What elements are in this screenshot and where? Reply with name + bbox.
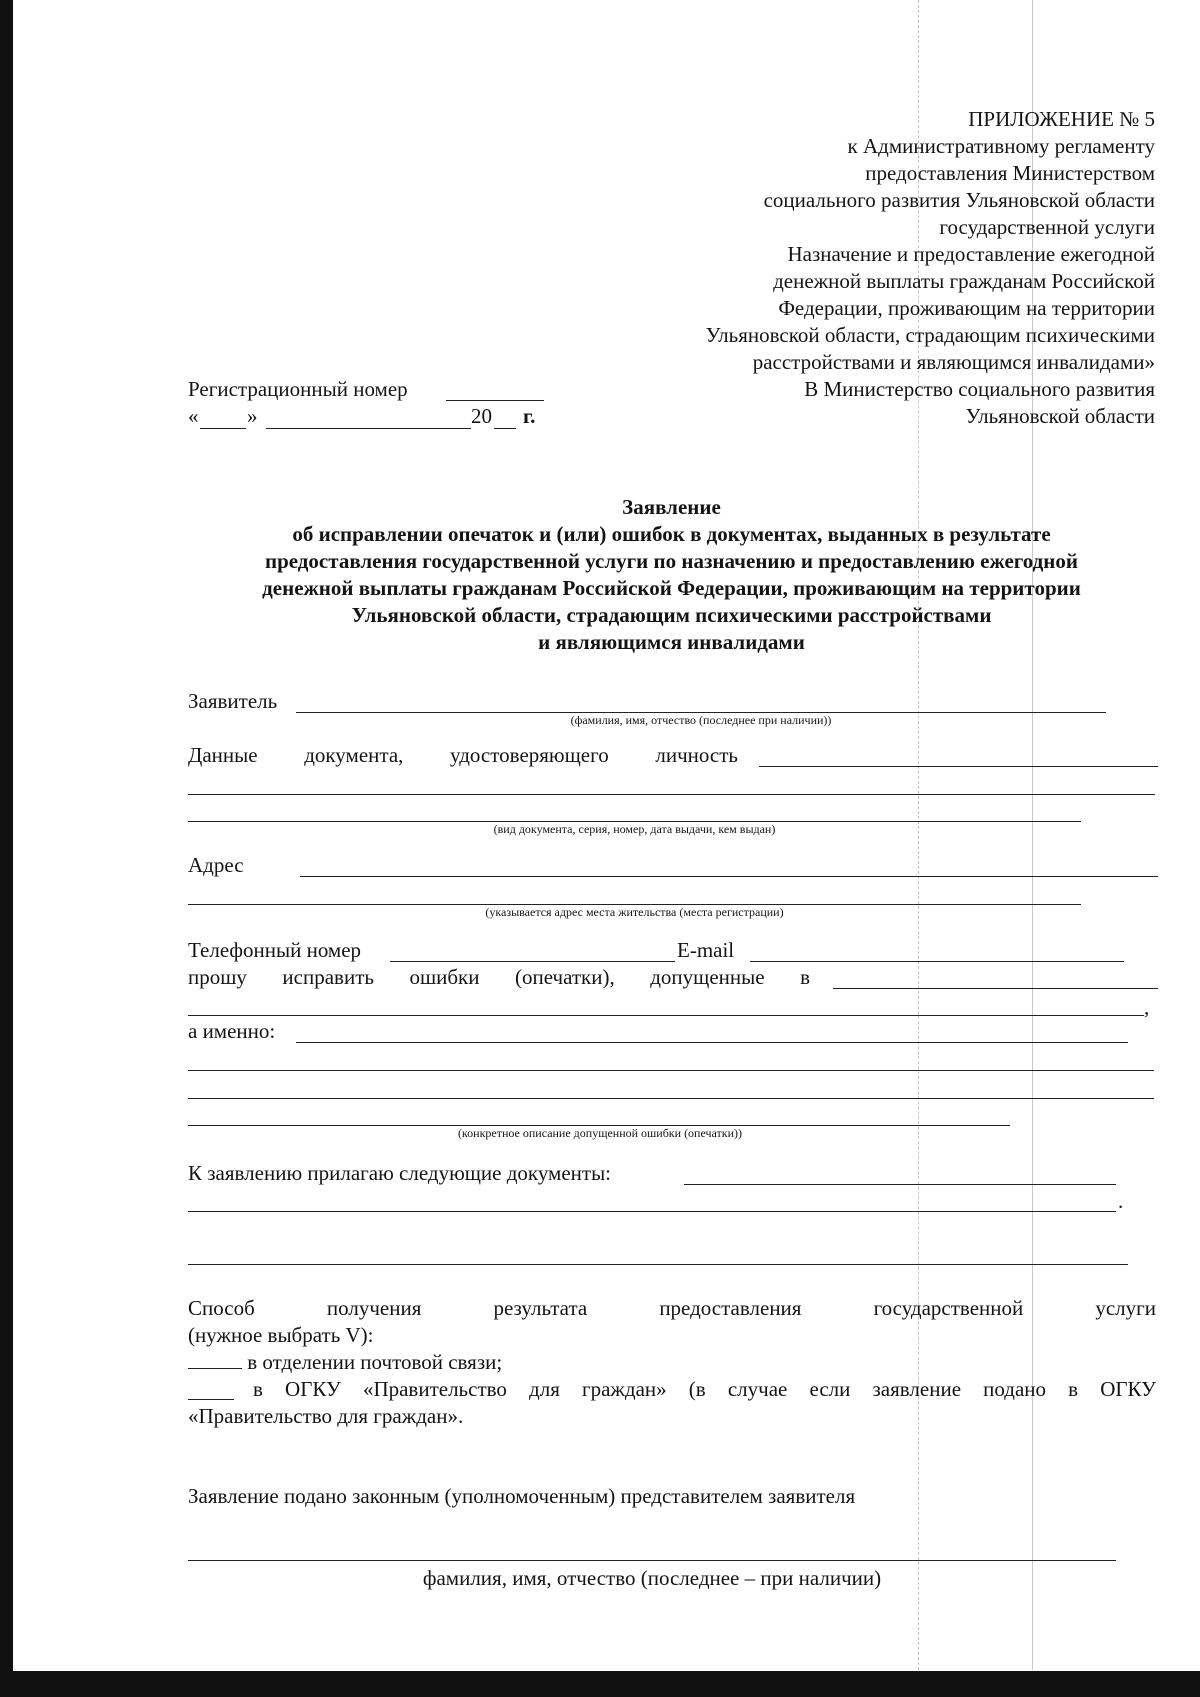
label-word: «Правительство [362, 1377, 507, 1401]
option-post-label: в отделении почтовой связи; [247, 1350, 503, 1374]
email-label: E-mail [677, 938, 735, 962]
label-word: удостоверяющего [450, 743, 609, 767]
request-document-field[interactable] [833, 988, 1158, 989]
delivery-option-center-cont: «Правительство для граждан». [188, 1404, 464, 1428]
phone-label: Телефонный номер [188, 938, 362, 962]
label-word: Способ [188, 1296, 255, 1320]
representative-caption: фамилия, имя, отчество (последнее – при наличии) [422, 1566, 882, 1590]
label-word: документа, [304, 743, 404, 767]
attachments-field-line-3[interactable] [188, 1264, 1128, 1265]
header-line: расстройствами и являющимся инвалидами» [752, 350, 1155, 374]
delivery-method-label [188, 1295, 1156, 1321]
date-close-quote: » [247, 404, 258, 428]
address-caption: (указывается адрес места жительства (места регистрации) [485, 905, 784, 919]
registration-label: Регистрационный номер [188, 377, 408, 401]
label-word: граждан» [581, 1377, 667, 1401]
email-field[interactable] [750, 961, 1124, 962]
error-description-field-line-2[interactable] [188, 1070, 1154, 1071]
delivery-option-center [253, 1376, 1156, 1402]
label-word: услуги [1095, 1296, 1156, 1320]
delivery-option-post [188, 1349, 502, 1375]
label-word: ОГКУ [285, 1377, 341, 1401]
applicant-caption: (фамилия, имя, отчество (последнее при наличии)) [570, 713, 832, 727]
label-word: для [529, 1377, 560, 1401]
label-word: результата [493, 1296, 588, 1320]
header-line: социального развития Ульяновской области [763, 188, 1155, 212]
attachments-field[interactable] [684, 1184, 1116, 1185]
attachments-field-line-2[interactable] [188, 1211, 1116, 1212]
error-caption: (конкретное описание допущенной ошибки (опечатки)) [457, 1126, 743, 1140]
id-document-field-line-2[interactable] [188, 794, 1155, 795]
scan-border-left [0, 0, 13, 1697]
namely-label: а именно: [188, 1019, 276, 1043]
label-word: получения [326, 1296, 422, 1320]
document-title: Заявление [622, 495, 721, 519]
comma: , [1144, 995, 1150, 1019]
label-word: в [800, 965, 810, 989]
id-document-field[interactable] [759, 766, 1158, 767]
phone-field[interactable] [390, 961, 675, 962]
label-word: заявление [872, 1377, 962, 1401]
label-word: в [1068, 1377, 1079, 1401]
request-document-field-line-2[interactable] [188, 1015, 1144, 1016]
date-open-quote: « [188, 404, 199, 428]
label-word: Данные [188, 743, 258, 767]
title-line: денежной выплаты гражданам Российской Федерации, проживающим на территории [262, 576, 1081, 600]
header-line: к Административному регламенту [847, 134, 1155, 158]
label-word: случае [727, 1377, 788, 1401]
error-description-field[interactable] [296, 1042, 1128, 1043]
header-line: Ульяновской области, страдающим психическими [705, 323, 1155, 347]
applicant-label: Заявитель [188, 689, 278, 713]
registration-number-field[interactable] [446, 400, 544, 401]
representative-label: Заявление подано законным (уполномоченным) представителем заявителя [188, 1484, 856, 1508]
label-word: ОГКУ [1100, 1377, 1156, 1401]
date-year-field[interactable] [494, 428, 516, 429]
id-document-caption: (вид документа, серия, номер, дата выдачи, кем выдан) [493, 822, 776, 836]
header-line: государственной услуги [939, 215, 1155, 239]
error-description-field-line-3[interactable] [188, 1098, 1154, 1099]
period: . [1118, 1189, 1124, 1213]
label-word: (опечатки), [515, 965, 615, 989]
label-word: в [253, 1377, 263, 1401]
label-word: предоставления [659, 1296, 802, 1320]
label-word: допущенные [650, 965, 765, 989]
header-line: денежной выплаты гражданам Российской [773, 269, 1155, 293]
date-day-field[interactable] [200, 428, 246, 429]
address-field[interactable] [300, 876, 1158, 877]
label-word: исправить [282, 965, 374, 989]
addressee-line: Ульяновской области [965, 404, 1155, 428]
label-word: личность [655, 743, 738, 767]
label-word: прошу [188, 965, 247, 989]
appendix-number: ПРИЛОЖЕНИЕ № 5 [968, 107, 1155, 131]
label-word: если [809, 1377, 851, 1401]
label-word: (в [688, 1377, 706, 1401]
date-year-suffix: г. [523, 404, 536, 428]
header-line: Назначение и предоставление ежегодной [787, 242, 1155, 266]
title-line: Ульяновской области, страдающим психическими расстройствами [351, 603, 992, 627]
header-line: Федерации, проживающим на территории [778, 296, 1155, 320]
label-word: государственной [873, 1296, 1024, 1320]
scan-border-bottom [0, 1671, 1200, 1697]
title-line: и являющимся инвалидами [538, 630, 805, 654]
option-post-checkbox[interactable] [188, 1349, 242, 1369]
header-line: предоставления Министерством [865, 161, 1155, 185]
attachments-label: К заявлению прилагаю следующие документы: [188, 1161, 612, 1185]
option-center-checkbox[interactable] [188, 1399, 234, 1400]
title-line: об исправлении опечаток и (или) ошибок в документах, выданных в результате [292, 522, 1051, 546]
title-line: предоставления государственной услуги по назначению и предоставлению ежегодной [264, 549, 1079, 573]
request-label [188, 964, 810, 990]
label-word: ошибки [409, 965, 480, 989]
id-document-label [188, 742, 738, 768]
addressee-line: В Министерство социального развития [804, 377, 1155, 401]
label-word: подано [983, 1377, 1047, 1401]
representative-name-field[interactable] [188, 1560, 1116, 1561]
date-month-field[interactable] [266, 428, 471, 429]
date-year-prefix: 20 [471, 404, 492, 428]
address-label: Адрес [188, 853, 244, 877]
delivery-hint: (нужное выбрать V): [188, 1323, 374, 1347]
